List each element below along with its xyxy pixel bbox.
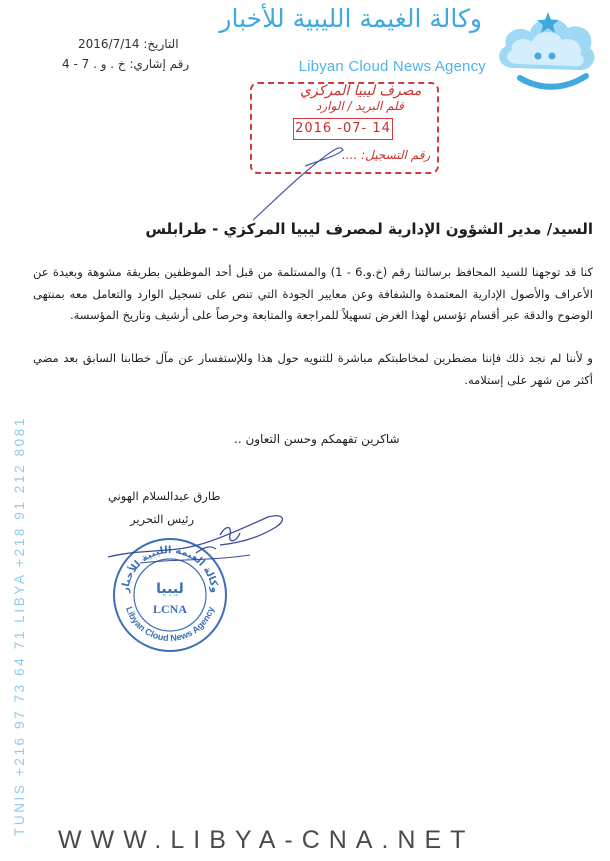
agency-name-arabic: وكالة الغيمة الليبية للأخبار: [219, 4, 482, 33]
reference-label: رقم إشاري:: [129, 57, 190, 71]
signatory-name: طارق عبدالسلام الهوني: [108, 489, 221, 503]
seal-arabic-text: وكالة الغيمة الليبية للأخبار: [120, 544, 221, 594]
date-label: التاريخ:: [143, 37, 179, 51]
stamp-date: 2016 -07- 14: [293, 118, 393, 140]
signatory-title: رئيس التحرير: [130, 512, 195, 526]
stamp-bank-name: مصرف ليبيا المركزي: [300, 83, 422, 99]
website-url: WWW.LIBYA-CNA.NET: [58, 826, 475, 854]
letter-closing: شاكرين تفهمكم وحسن التعاون ..: [234, 432, 400, 446]
handwritten-signature-icon: [100, 505, 295, 575]
letter-paragraph-1: كنا قد توجهنا للسيد المحافظ برسالتنا رقم (خ.و.6 - 1) والمستلمة من قبل أحد الموظفين بطريقة مشوهة وبعيدة عن الأعراف والأصول الإدارية المعتمدة والشفافة وعن معايير الجودة التي تنص على تسجيل الوارد والتعامل معه بمنتهى الوضوح والدقة عبر أقسام تؤسس لهذا الغرض تسهيلاً للمراجعة والمتابعة وحرصاً على أرشيف وتاريخ المؤسسة.: [33, 265, 593, 322]
letter-address: السيد/ مدير الشؤون الإدارية لمصرف ليبيا المركزي - طرابلس: [145, 220, 593, 238]
agency-name-english: Libyan Cloud News Agency: [298, 58, 486, 75]
date-row: [78, 37, 179, 51]
pen-stroke-icon: [245, 140, 375, 225]
reference-value: خ . و . 7 - 4: [62, 57, 126, 71]
stamp-registration-label: رقم التسجيل: ....: [342, 148, 431, 162]
contact-numbers: TUNIS +216 97 73 64 71 LIBYA +218 91 212 8081: [12, 416, 27, 836]
stamp-department: قلم البريد / الوارد: [316, 99, 404, 113]
agency-logo-icon: [490, 6, 602, 92]
seal-abbreviation: LCNA: [152, 602, 188, 616]
reference-row: [62, 57, 189, 71]
seal-english-text: Libyan Cloud News Agency: [123, 605, 217, 644]
letter-paragraph-2: و لأننا لم نجد ذلك فإننا مضطرين لمخاطبتكم مباشرة للتنويه حول هذا وللإستفسار عن مآل خطابنا السابق بعد مضي أكثر من شهر على إستلامه.: [33, 351, 593, 387]
seal-logo-text: ليبيا: [156, 581, 184, 597]
date-value: 2016/7/14: [78, 37, 140, 51]
